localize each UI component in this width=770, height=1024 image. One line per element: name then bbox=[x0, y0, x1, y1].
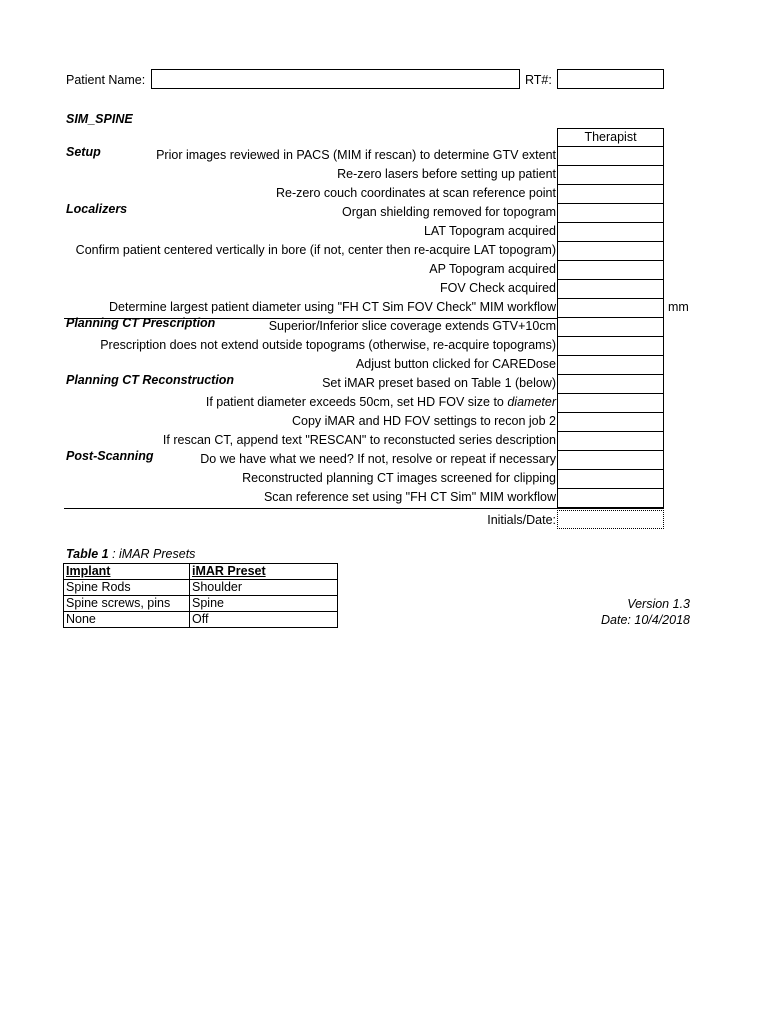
therapist-check-cell[interactable] bbox=[557, 223, 664, 242]
therapist-check-cell[interactable] bbox=[557, 204, 664, 223]
table-cell: Shoulder bbox=[190, 580, 338, 596]
date-label: Date: 10/4/2018 bbox=[601, 613, 690, 627]
table-cell: Spine bbox=[190, 596, 338, 612]
row-label-emphasis: diameter bbox=[507, 395, 556, 409]
therapist-check-cell[interactable] bbox=[557, 432, 664, 451]
therapist-check-cell[interactable] bbox=[557, 375, 664, 394]
row-label-text: If patient diameter exceeds 50cm, set HD FOV size to bbox=[205, 395, 508, 409]
therapist-check-cell[interactable] bbox=[557, 318, 664, 337]
patient-name-field[interactable] bbox=[151, 69, 520, 89]
row-label: FOV Check acquired bbox=[439, 281, 556, 295]
section-heading: Setup bbox=[66, 145, 101, 159]
section-heading: Post-Scanning bbox=[66, 449, 154, 463]
checklist-row bbox=[64, 470, 664, 489]
therapist-check-cell[interactable] bbox=[557, 242, 664, 261]
row-label bbox=[206, 395, 556, 409]
row-label: AP Topogram acquired bbox=[429, 262, 556, 276]
checklist-row bbox=[64, 223, 664, 242]
therapist-check-cell[interactable] bbox=[557, 337, 664, 356]
checklist-row bbox=[64, 242, 664, 261]
form-title: SIM_SPINE bbox=[66, 112, 133, 126]
checklist-row bbox=[64, 489, 664, 509]
rt-number-field[interactable] bbox=[557, 69, 664, 89]
row-label: Prior images reviewed in PACS (MIM if rescan) to determine GTV extent bbox=[156, 148, 556, 162]
section-heading: Planning CT Reconstruction bbox=[66, 373, 235, 387]
therapist-column-header: Therapist bbox=[557, 128, 664, 147]
table-row bbox=[64, 580, 338, 596]
row-label: Determine largest patient diameter using "FH CT Sim FOV Check" MIM workflow bbox=[109, 300, 556, 314]
initials-date-label: Initials/Date: bbox=[487, 513, 556, 527]
therapist-check-cell[interactable] bbox=[557, 280, 664, 299]
table-caption-number: Table 1 bbox=[66, 547, 109, 561]
table-row bbox=[64, 596, 338, 612]
row-label: If rescan CT, append text "RESCAN" to reconstucted series description bbox=[162, 433, 556, 447]
rt-number-label: RT#: bbox=[525, 73, 552, 87]
checklist-row bbox=[64, 318, 664, 337]
row-label: Confirm patient centered vertically in bore (if not, center then re-acquire LAT topogram) bbox=[75, 243, 556, 257]
checklist-row bbox=[64, 451, 664, 470]
therapist-check-cell[interactable] bbox=[557, 413, 664, 432]
row-label: LAT Topogram acquired bbox=[423, 224, 556, 238]
therapist-check-cell[interactable] bbox=[557, 356, 664, 375]
therapist-check-cell[interactable] bbox=[557, 166, 664, 185]
checklist-row bbox=[64, 185, 664, 204]
checklist-row bbox=[64, 337, 664, 356]
row-label: Set iMAR preset based on Table 1 (below) bbox=[322, 376, 556, 390]
checklist-row bbox=[64, 166, 664, 185]
row-label: Re-zero couch coordinates at scan reference point bbox=[275, 186, 556, 200]
row-label: Adjust button clicked for CAREDose bbox=[355, 357, 556, 371]
section-heading: Localizers bbox=[66, 202, 128, 216]
therapist-check-cell[interactable] bbox=[557, 394, 664, 413]
table-caption bbox=[66, 547, 195, 561]
checklist-row bbox=[64, 147, 664, 166]
table-row bbox=[64, 612, 338, 628]
table-caption-text: : iMAR Presets bbox=[108, 547, 196, 561]
row-label: Reconstructed planning CT images screened for clipping bbox=[242, 471, 556, 485]
table-cell: Spine Rods bbox=[64, 580, 190, 596]
checklist-row bbox=[64, 413, 664, 432]
table-header-imar-preset: iMAR Preset bbox=[190, 564, 338, 580]
unit-label: mm bbox=[668, 300, 689, 314]
row-label: Re-zero lasers before setting up patient bbox=[337, 167, 556, 181]
therapist-check-cell[interactable] bbox=[557, 261, 664, 280]
row-label: Prescription does not extend outside topograms (otherwise, re-acquire topograms) bbox=[100, 338, 556, 352]
table-cell: Off bbox=[190, 612, 338, 628]
row-label: Scan reference set using "FH CT Sim" MIM workflow bbox=[263, 490, 556, 504]
table-header-row bbox=[64, 564, 338, 580]
row-label: Organ shielding removed for topogram bbox=[341, 205, 556, 219]
therapist-check-cell[interactable] bbox=[557, 451, 664, 470]
version-label: Version 1.3 bbox=[627, 597, 690, 611]
checklist-row bbox=[64, 261, 664, 280]
table-cell: None bbox=[64, 612, 190, 628]
therapist-check-cell[interactable] bbox=[557, 470, 664, 489]
diameter-entry-cell[interactable] bbox=[557, 299, 664, 318]
row-label: Superior/Inferior slice coverage extends GTV+10cm bbox=[268, 319, 556, 333]
patient-name-label: Patient Name: bbox=[66, 73, 146, 87]
therapist-check-cell[interactable] bbox=[557, 489, 664, 508]
table-header-implant: Implant bbox=[64, 564, 190, 580]
checklist-row bbox=[64, 394, 664, 413]
imar-presets-table bbox=[63, 563, 338, 628]
initials-date-field[interactable] bbox=[557, 510, 664, 529]
row-label: Copy iMAR and HD FOV settings to recon job 2 bbox=[291, 414, 556, 428]
checklist-row bbox=[64, 432, 664, 451]
table-cell: Spine screws, pins bbox=[64, 596, 190, 612]
checklist-row bbox=[64, 280, 664, 299]
checklist-row bbox=[64, 204, 664, 223]
section-heading: Planning CT Prescription bbox=[66, 316, 216, 330]
checklist-row bbox=[64, 375, 664, 394]
therapist-check-cell[interactable] bbox=[557, 185, 664, 204]
row-label: Do we have what we need? If not, resolve or repeat if necessary bbox=[200, 452, 556, 466]
therapist-check-cell[interactable] bbox=[557, 147, 664, 166]
